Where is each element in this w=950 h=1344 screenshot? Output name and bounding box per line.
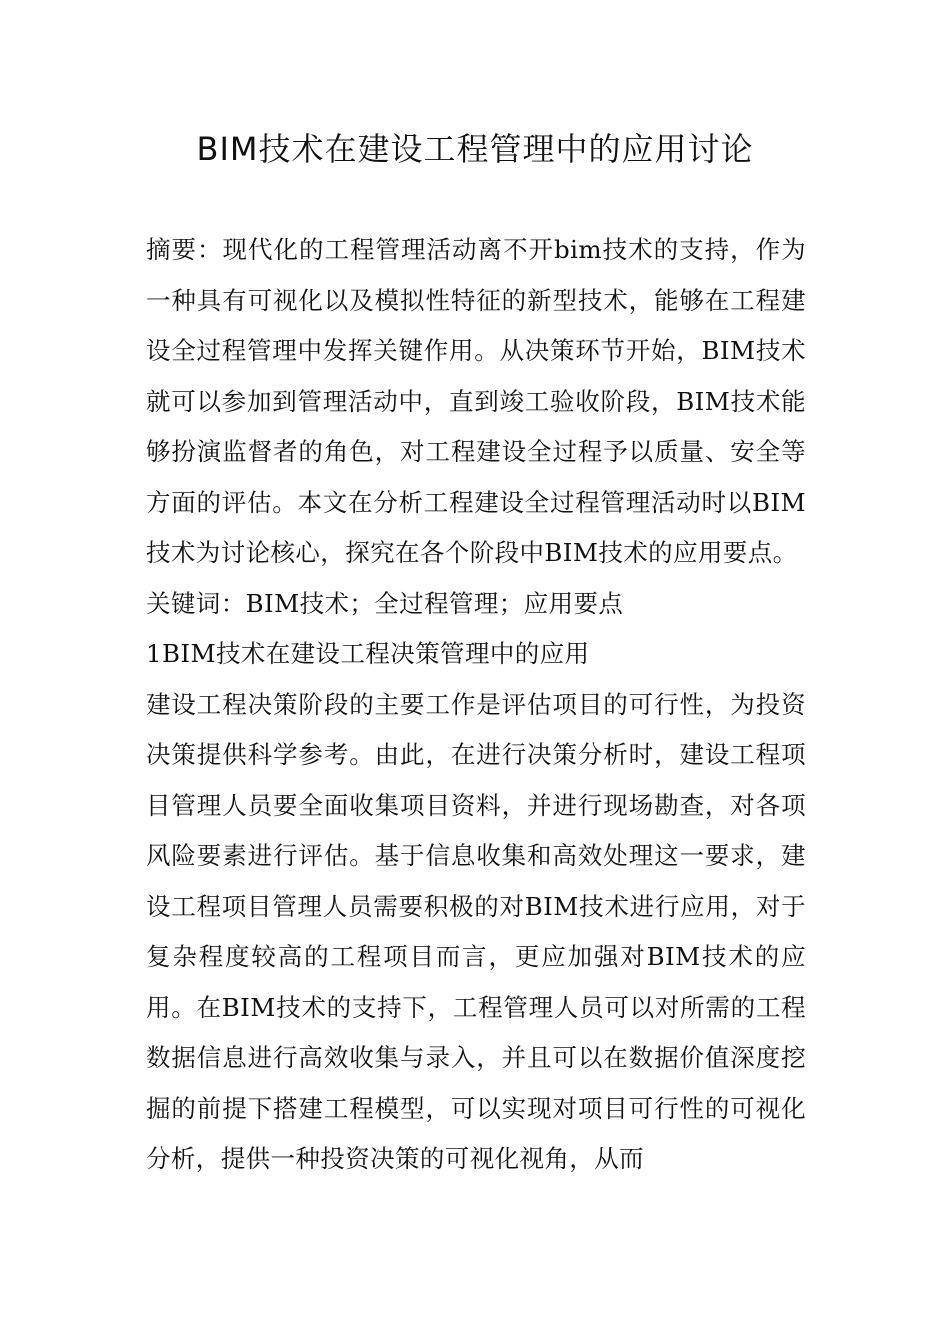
section-1-paragraph: 建设工程决策阶段的主要工作是评估项目的可行性，为投资决策提供科学参考。由此，在进行决策分析时，建设工程项目管理人员要全面收集项目资料，并进行现场勘查，对各项风险要素进行评估。基于信息收集和高效处理这一要求，建设工程项目管理人员需要积极的对BIM技术进行应用，对于复杂程度较高的工程项目而言，更应加强对BIM技术的应用。在BIM技术的支持下，工程管理人员可以对所需的工程数据信息进行高效收集与录入，并且可以在数据价值深度挖掘的前提下搭建工程模型，可以实现对项目可行性的可视化分析，提供一种投资决策的可视化视角，从而 bbox=[146, 689, 806, 1173]
document-body bbox=[146, 225, 806, 1185]
abstract-paragraph: 摘要：现代化的工程管理活动离不开bim技术的支持，作为一种具有可视化以及模拟性特征的新型技术，能够在工程建设全过程管理中发挥关键作用。从决策环节开始，BIM技术就可以参加到管理活动中，直到竣工验收阶段，BIM技术能够扮演监督者的角色，对工程建设全过程予以质量、安全等方面的评估。本文在分析工程建设全过程管理活动时以BIM技术为讨论核心，探究在各个阶段中BIM技术的应用要点。 bbox=[146, 235, 806, 567]
keywords-line: 关键词：BIM技术；全过程管理；应用要点 bbox=[146, 588, 624, 618]
document-title: BIM技术在建设工程管理中的应用讨论 bbox=[196, 130, 754, 168]
section-heading-1: 1BIM技术在建设工程决策管理中的应用 bbox=[146, 639, 590, 668]
